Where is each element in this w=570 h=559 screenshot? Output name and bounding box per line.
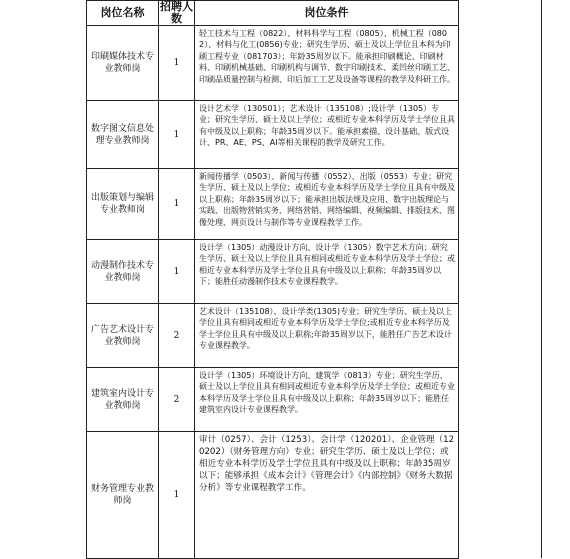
recruitment-table-sheet (86, 0, 570, 558)
position-conditions: 轻工技术与工程（0822）、材料科学与工程（0805）、机械工程（0802）、材料与化工(0856)专业；研究生学历、硕士及以上学位且本科为印刷工程专业（081703）；年龄35周岁以下。能承担印刷概论、印刷材料、印刷机械基础、印刷机构与调节、数字印刷技术、柔凹丝印刷工艺、印刷品质量控制与检测、印后加工工艺及设备等课程的教学及科研工作。 (195, 26, 459, 101)
position-name: 建筑室内设计专业教师岗 (87, 368, 159, 432)
page-edge-line (541, 0, 542, 558)
table-row (87, 432, 459, 559)
recruitment-table (86, 0, 459, 559)
position-name: 财务管理专业教师岗 (87, 432, 159, 559)
position-conditions: 审计（0257）、会计（1253）、会计学（120201）、企业管理（120202）（财务管理方向）专业；研究生学历、硕士及以上学位；或相近专业本科学历及学士学位且具有中级及以上职称；年龄35周岁以下；能够承担《成本会计》《管理会计》《内部控制》《财务大数据分析》等专业课程教学工作。 (195, 432, 459, 559)
table-row (87, 169, 459, 240)
position-conditions: 设计学（1305）动漫设计方向、设计学（1305）数字艺术方向；研究生学历、硕士及以上学位且具有相同或相近专业本科学历及学士学位；或相近专业本科学历及学士学位且具有中级及以上职称；年龄35周岁以下；能胜任动漫制作技术专业课程教学。 (195, 240, 459, 304)
table-row (87, 101, 459, 169)
headcount-value: 1 (159, 26, 195, 101)
table-row (87, 304, 459, 368)
table-row (87, 240, 459, 304)
header-headcount: 招聘人数 (160, 0, 193, 25)
header-conditions: 岗位条件 (195, 1, 459, 26)
position-name: 印刷媒体技术专业教师岗 (87, 26, 159, 101)
headcount-value: 2 (159, 304, 195, 368)
position-conditions: 艺术设计（135108）、设计学类(1305)专业；研究生学历、硕士及以上学位且具有相同或相近专业本科学历及学士学位;或相近专业本科学历及学士学位且具有中级及以上职称;年龄35周岁以下，能胜任广告艺术设计专业课程教学。 (195, 304, 459, 368)
headcount-value: 1 (159, 169, 195, 240)
headcount-value: 1 (159, 101, 195, 169)
table-row (87, 26, 459, 101)
header-position: 岗位名称 (87, 1, 159, 26)
headcount-value: 2 (159, 368, 195, 432)
headcount-value: 1 (159, 432, 195, 559)
position-name: 出版策划与编辑专业教师岗 (87, 169, 159, 240)
position-conditions: 设计艺术学（130501）；艺术设计（135108）;设计学（1305）专业；研究生学历、硕士及以上学位；或相近专业本科学历及学士学位且具有中级及以上职称；年龄35周岁以下。能承担素描、设计基础、版式设计、PR、AE、PS、AI等相关课程的教学及研究工作。 (195, 101, 459, 169)
position-name: 数字图文信息处理专业教师岗 (87, 101, 159, 169)
headcount-value: 1 (159, 240, 195, 304)
table-header-row (87, 1, 459, 26)
position-name: 广告艺术设计专业教师岗 (87, 304, 159, 368)
table-row (87, 368, 459, 432)
position-conditions: 设计学（1305）环境设计方向、建筑学（0813）专业；研究生学历、硕士及以上学位且具有相同或相近专业本科学历及学士学位；或相近专业本科学历及学士学位且具有中级及以上职称；年龄35周岁以下；能胜任建筑室内设计专业课程教学。 (195, 368, 459, 432)
position-name: 动漫制作技术专业教师岗 (87, 240, 159, 304)
position-conditions: 新闻传播学（0503）、新闻与传播（0552）、出版（0553）专业；研究生学历、硕士及以上学位；或相近专业本科学历及学士学位且具有中级及以上职称；年龄35周岁以下；能承担出版法规及应用、数字出版理论与实践、出版物营销实务、网络营销、网络编辑、视频编辑、排版技术、图像处理、网页设计与制作等专业课程教学工作。 (195, 169, 459, 240)
